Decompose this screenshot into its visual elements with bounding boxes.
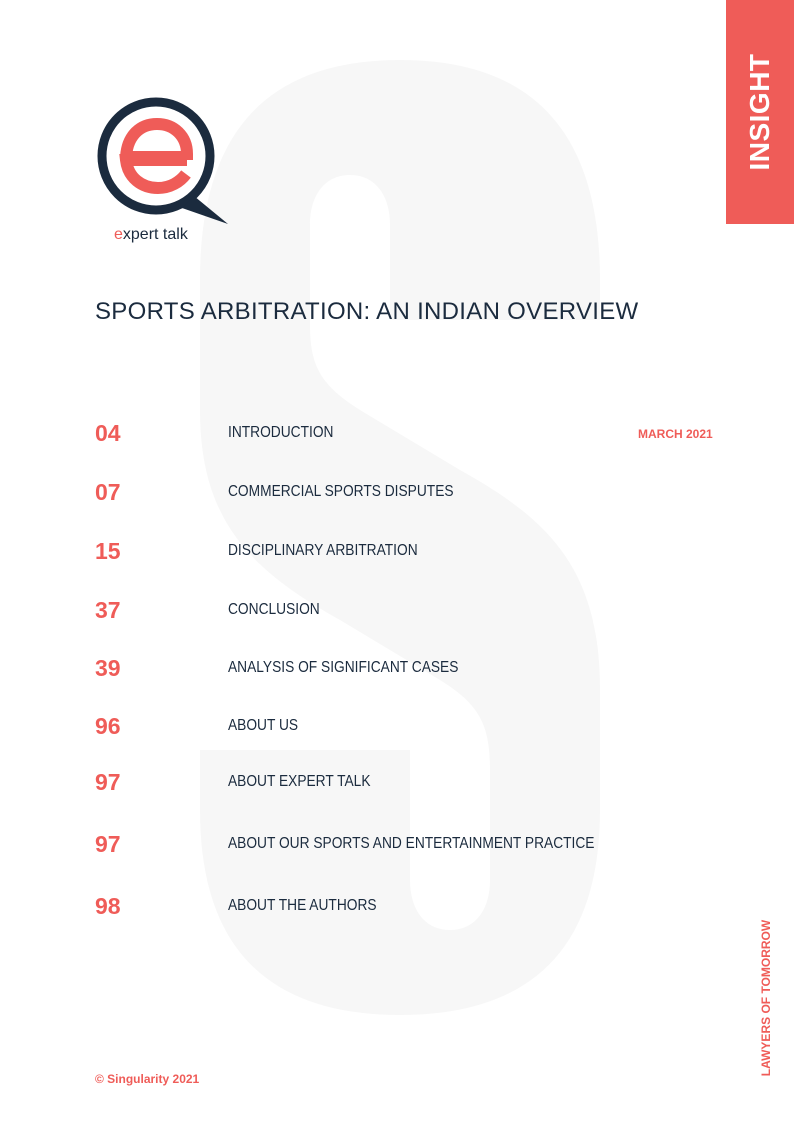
- document-title: SPORTS ARBITRATION: AN INDIAN OVERVIEW: [95, 298, 639, 325]
- toc-entry[interactable]: [95, 597, 655, 627]
- toc-page-number: 07: [95, 479, 121, 505]
- toc-entry-label: INTRODUCTION: [228, 424, 334, 441]
- toc-entry[interactable]: [95, 538, 655, 568]
- toc-page-number: 04: [95, 420, 121, 446]
- toc-page-number: 97: [95, 769, 121, 795]
- toc-entry[interactable]: [95, 769, 655, 799]
- toc-entry[interactable]: [95, 420, 655, 450]
- toc-entry-label: ABOUT OUR SPORTS AND ENTERTAINMENT PRACTICE: [228, 835, 595, 852]
- toc-entry-label: ABOUT US: [228, 717, 299, 734]
- s-watermark-icon: [180, 50, 620, 1020]
- toc-entry-label: COMMERCIAL SPORTS DISPUTES: [228, 483, 454, 500]
- toc-entry-label: ANALYSIS OF SIGNIFICANT CASES: [228, 659, 459, 676]
- toc-entry[interactable]: [95, 655, 655, 685]
- publication-date: MARCH 2021: [638, 427, 713, 441]
- copyright-notice: © Singularity 2021: [95, 1072, 200, 1086]
- logo-caption-text: xpert talk: [122, 226, 188, 243]
- toc-entry-label: ABOUT EXPERT TALK: [228, 773, 371, 790]
- toc-page-number: 96: [95, 713, 121, 739]
- toc-page-number: 97: [95, 831, 121, 857]
- toc-entry-label: DISCIPLINARY ARBITRATION: [228, 542, 418, 559]
- logo-caption-accent: e: [114, 226, 123, 243]
- toc-page-number: 15: [95, 538, 121, 564]
- tagline: LAWYERS OF TOMORROW: [759, 919, 773, 1077]
- toc-entry[interactable]: [95, 713, 655, 743]
- toc-page-number: 37: [95, 597, 121, 623]
- insight-label: INSIGHT: [744, 53, 775, 171]
- toc-entry[interactable]: [95, 893, 655, 923]
- toc-entry-label: CONCLUSION: [228, 601, 320, 618]
- insight-tab: [726, 0, 794, 224]
- toc-entry[interactable]: [95, 479, 655, 509]
- expert-talk-logo-icon: [96, 96, 231, 228]
- toc-entry[interactable]: [95, 831, 655, 861]
- toc-entry-label: ABOUT THE AUTHORS: [228, 897, 377, 914]
- logo-caption: [114, 226, 188, 244]
- toc-page-number: 39: [95, 655, 121, 681]
- toc-page-number: 98: [95, 893, 121, 919]
